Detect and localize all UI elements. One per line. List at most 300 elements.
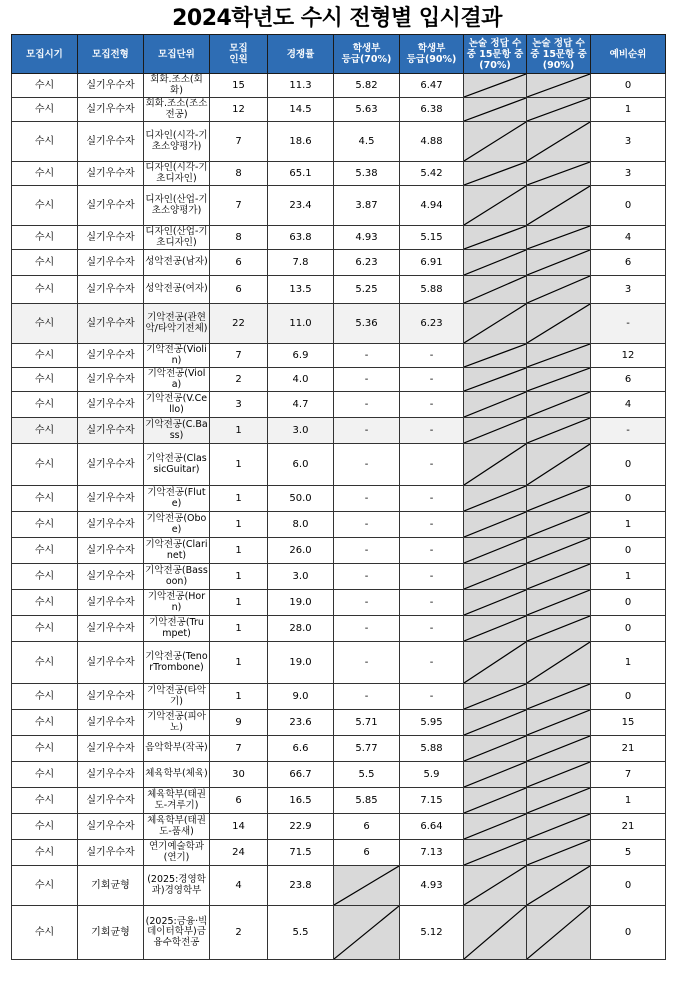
cell-waitlist-rank: 0: [591, 486, 666, 512]
cell-waitlist-rank: 1: [591, 642, 666, 684]
cell-quota: 8: [210, 226, 268, 250]
cell-period: 수시: [12, 304, 78, 344]
cell-admission-type: 실기우수자: [78, 538, 144, 564]
cell-admission-type: 실기우수자: [78, 368, 144, 392]
cell-waitlist-rank: 0: [591, 186, 666, 226]
cell-quota: 1: [210, 642, 268, 684]
cell-waitlist-rank: 4: [591, 226, 666, 250]
cell-essay70-na: [464, 486, 527, 512]
cell-unit: 기악전공(Clarinet): [144, 538, 210, 564]
cell-admission-type: 실기우수자: [78, 590, 144, 616]
cell-essay90-na: [527, 762, 591, 788]
cell-admission-type: 기회균형: [78, 866, 144, 906]
table-row: [12, 368, 666, 392]
cell-period: 수시: [12, 710, 78, 736]
cell-unit: 기악전공(Violin): [144, 344, 210, 368]
cell-unit: 기악전공(Horn): [144, 590, 210, 616]
cell-grade90: -: [400, 486, 464, 512]
cell-quota: 1: [210, 684, 268, 710]
cell-grade90: 4.94: [400, 186, 464, 226]
cell-quota: 1: [210, 418, 268, 444]
cell-essay90-na: [527, 250, 591, 276]
cell-admission-type: 기회균형: [78, 906, 144, 960]
cell-unit: 기악전공(Trumpet): [144, 616, 210, 642]
cell-competition-rate: 23.4: [268, 186, 334, 226]
cell-essay90-na: [527, 736, 591, 762]
cell-grade90: -: [400, 418, 464, 444]
cell-grade70: 6: [334, 840, 400, 866]
cell-essay70-na: [464, 512, 527, 538]
cell-unit: 디자인(시각-기초디자인): [145, 162, 208, 184]
cell-admission-type: 실기우수자: [78, 418, 144, 444]
cell-grade70: -: [334, 538, 400, 564]
cell-grade70: 3.87: [334, 186, 400, 226]
cell-competition-rate: 6.0: [268, 444, 334, 486]
cell-period: 수시: [12, 186, 78, 226]
cell-essay90-na: [527, 444, 591, 486]
cell-competition-rate: 5.5: [268, 906, 334, 960]
cell-period: 수시: [12, 788, 78, 814]
cell-grade70: -: [334, 564, 400, 590]
cell-quota: 30: [210, 762, 268, 788]
cell-essay90-na: [527, 186, 591, 226]
cell-grade70: 5.85: [334, 788, 400, 814]
cell-competition-rate: 28.0: [268, 616, 334, 642]
cell-unit: 연기예술학과(연기): [144, 840, 210, 866]
cell-competition-rate: 3.0: [268, 418, 334, 444]
cell-period: 수시: [12, 590, 78, 616]
cell-essay70-na: [464, 392, 527, 418]
cell-grade90: -: [400, 392, 464, 418]
cell-essay90-na: [527, 512, 591, 538]
cell-essay90-na: [527, 226, 591, 250]
page-title: 2024학년도 수시 전형별 입시결과: [172, 6, 502, 31]
cell-admission-type: 실기우수자: [78, 564, 144, 590]
cell-competition-rate: 63.8: [268, 226, 334, 250]
cell-grade90: -: [400, 616, 464, 642]
cell-quota: 2: [210, 906, 268, 960]
cell-period: 수시: [12, 344, 78, 368]
cell-grade70-na: [334, 906, 400, 960]
cell-grade90: 6.64: [400, 814, 464, 840]
cell-essay90-na: [527, 590, 591, 616]
cell-unit: 기악전공(V.Cello): [144, 392, 210, 418]
cell-grade90: 5.42: [400, 162, 464, 186]
cell-admission-type: 실기우수자: [78, 74, 144, 98]
cell-period: 수시: [12, 684, 78, 710]
cell-waitlist-rank: -: [591, 418, 666, 444]
cell-quota: 3: [210, 392, 268, 418]
cell-essay70-na: [464, 840, 527, 866]
cell-essay90-na: [527, 616, 591, 642]
cell-essay90-na: [527, 866, 591, 906]
table-row: [12, 226, 666, 250]
cell-competition-rate: 11.0: [268, 304, 334, 344]
cell-essay70-na: [464, 122, 527, 162]
column-header: 모집시기: [12, 35, 78, 74]
cell-waitlist-rank: 5: [591, 840, 666, 866]
cell-competition-rate: 14.5: [268, 98, 334, 122]
table-row: [12, 906, 666, 960]
cell-competition-rate: 6.6: [268, 736, 334, 762]
cell-competition-rate: 71.5: [268, 840, 334, 866]
cell-grade70-na: [334, 866, 400, 906]
cell-essay70-na: [464, 186, 527, 226]
cell-period: 수시: [12, 392, 78, 418]
cell-essay90-na: [527, 392, 591, 418]
cell-essay90-na: [527, 642, 591, 684]
cell-period: 수시: [12, 538, 78, 564]
column-header: 학생부 등급(70%): [334, 35, 400, 74]
cell-unit: 회화.조소(회화): [144, 74, 210, 98]
cell-period: 수시: [12, 814, 78, 840]
cell-competition-rate: 13.5: [268, 276, 334, 304]
table-row: [12, 590, 666, 616]
cell-period: 수시: [12, 74, 78, 98]
cell-essay90-na: [527, 684, 591, 710]
cell-admission-type: 실기우수자: [78, 162, 144, 186]
cell-competition-rate: 6.9: [268, 344, 334, 368]
cell-waitlist-rank: 3: [591, 122, 666, 162]
cell-essay70-na: [464, 642, 527, 684]
cell-grade70: 5.63: [334, 98, 400, 122]
cell-grade70: 5.82: [334, 74, 400, 98]
cell-competition-rate: 3.0: [268, 564, 334, 590]
cell-admission-type: 실기우수자: [78, 684, 144, 710]
cell-essay90-na: [527, 122, 591, 162]
cell-unit: 디자인(산업-기초디자인): [145, 226, 208, 248]
cell-grade90: 5.88: [400, 736, 464, 762]
cell-competition-rate: 4.7: [268, 392, 334, 418]
cell-essay90-na: [527, 710, 591, 736]
cell-admission-type: 실기우수자: [78, 486, 144, 512]
cell-unit: (2025:경영학과)경영학부: [144, 866, 210, 906]
cell-quota: 14: [210, 814, 268, 840]
column-header: 논술 정답 수 중 15문항 중 (90%): [527, 35, 591, 74]
table-row: [12, 616, 666, 642]
cell-quota: 9: [210, 710, 268, 736]
cell-period: 수시: [12, 762, 78, 788]
cell-waitlist-rank: 4: [591, 392, 666, 418]
cell-waitlist-rank: 3: [591, 276, 666, 304]
cell-grade70: -: [334, 392, 400, 418]
cell-unit: 체육학부(체육): [144, 762, 210, 788]
cell-period: 수시: [12, 276, 78, 304]
cell-period: 수시: [12, 906, 78, 960]
cell-essay70-na: [464, 74, 527, 98]
cell-admission-type: 실기우수자: [78, 736, 144, 762]
cell-quota: 7: [210, 736, 268, 762]
table-row: [12, 564, 666, 590]
cell-grade70: 5.71: [334, 710, 400, 736]
cell-admission-type: 실기우수자: [78, 344, 144, 368]
cell-competition-rate: 23.6: [268, 710, 334, 736]
cell-competition-rate: 22.9: [268, 814, 334, 840]
cell-essay70-na: [464, 250, 527, 276]
results-table: [11, 34, 666, 960]
table-header: [12, 35, 666, 74]
cell-grade70: 5.38: [334, 162, 400, 186]
column-header: 모집 인원: [210, 35, 268, 74]
cell-admission-type: 실기우수자: [78, 98, 144, 122]
cell-grade70: 6.23: [334, 250, 400, 276]
table-row: [12, 250, 666, 276]
cell-waitlist-rank: 0: [591, 906, 666, 960]
cell-admission-type: 실기우수자: [78, 276, 144, 304]
cell-competition-rate: 18.6: [268, 122, 334, 162]
cell-admission-type: 실기우수자: [78, 250, 144, 276]
cell-unit: 기악전공(타악기): [144, 684, 210, 710]
cell-essay70-na: [464, 98, 527, 122]
cell-essay90-na: [527, 74, 591, 98]
cell-grade70: 5.25: [334, 276, 400, 304]
cell-waitlist-rank: 0: [591, 74, 666, 98]
cell-grade90: -: [400, 684, 464, 710]
cell-grade70: 5.77: [334, 736, 400, 762]
table-row: [12, 840, 666, 866]
cell-admission-type: 실기우수자: [78, 814, 144, 840]
cell-period: 수시: [12, 486, 78, 512]
cell-unit: 회화.조소(조소전공): [144, 98, 210, 122]
cell-essay70-na: [464, 304, 527, 344]
table-body: [12, 74, 666, 960]
cell-period: 수시: [12, 162, 78, 186]
cell-unit: 기악전공(Bassoon): [144, 564, 210, 590]
cell-essay90-na: [527, 906, 591, 960]
cell-unit: 기악전공(Viola): [144, 368, 210, 392]
cell-grade70: 4.5: [334, 122, 400, 162]
cell-grade70: -: [334, 486, 400, 512]
cell-quota: 7: [210, 122, 268, 162]
cell-period: 수시: [12, 512, 78, 538]
cell-admission-type: 실기우수자: [78, 304, 144, 344]
cell-waitlist-rank: 21: [591, 814, 666, 840]
cell-grade90: 5.12: [400, 906, 464, 960]
column-header: 경쟁률: [268, 35, 334, 74]
cell-waitlist-rank: 12: [591, 344, 666, 368]
cell-waitlist-rank: 1: [591, 788, 666, 814]
cell-admission-type: 실기우수자: [78, 226, 144, 250]
cell-essay70-na: [464, 344, 527, 368]
cell-essay70-na: [464, 788, 527, 814]
cell-unit: 기악전공(TenorTrombone): [144, 642, 210, 684]
cell-waitlist-rank: 1: [591, 564, 666, 590]
cell-admission-type: 실기우수자: [78, 710, 144, 736]
cell-quota: 24: [210, 840, 268, 866]
cell-period: 수시: [12, 840, 78, 866]
cell-admission-type: 실기우수자: [78, 788, 144, 814]
cell-quota: 1: [210, 512, 268, 538]
cell-essay90-na: [527, 840, 591, 866]
cell-competition-rate: 19.0: [268, 590, 334, 616]
table-row: [12, 866, 666, 906]
cell-grade70: 6: [334, 814, 400, 840]
cell-waitlist-rank: 3: [591, 162, 666, 186]
table-row: [12, 344, 666, 368]
cell-grade70: -: [334, 368, 400, 392]
cell-quota: 1: [210, 444, 268, 486]
cell-essay90-na: [527, 814, 591, 840]
cell-unit: 기악전공(ClassicGuitar): [144, 444, 210, 486]
table-row: [12, 74, 666, 98]
cell-grade70: -: [334, 590, 400, 616]
cell-competition-rate: 23.8: [268, 866, 334, 906]
cell-period: 수시: [12, 866, 78, 906]
cell-waitlist-rank: 0: [591, 684, 666, 710]
cell-essay70-na: [464, 762, 527, 788]
cell-admission-type: 실기우수자: [78, 512, 144, 538]
table-row: [12, 814, 666, 840]
cell-grade70: -: [334, 418, 400, 444]
cell-admission-type: 실기우수자: [78, 186, 144, 226]
cell-essay70-na: [464, 590, 527, 616]
cell-waitlist-rank: 6: [591, 368, 666, 392]
cell-competition-rate: 65.1: [268, 162, 334, 186]
cell-unit: 성악전공(남자): [144, 250, 210, 276]
cell-grade70: -: [334, 444, 400, 486]
cell-unit: 음악학부(작곡): [144, 736, 210, 762]
cell-competition-rate: 8.0: [268, 512, 334, 538]
cell-grade90: -: [400, 344, 464, 368]
cell-unit: 기악전공(Flute): [144, 486, 210, 512]
cell-essay70-na: [464, 906, 527, 960]
cell-quota: 22: [210, 304, 268, 344]
cell-essay70-na: [464, 736, 527, 762]
cell-competition-rate: 66.7: [268, 762, 334, 788]
cell-grade70: 5.5: [334, 762, 400, 788]
cell-essay70-na: [464, 814, 527, 840]
cell-grade70: 5.36: [334, 304, 400, 344]
cell-essay70-na: [464, 368, 527, 392]
cell-competition-rate: 7.8: [268, 250, 334, 276]
cell-period: 수시: [12, 98, 78, 122]
cell-quota: 1: [210, 590, 268, 616]
cell-unit: 디자인(시각-기초소양평가): [144, 122, 210, 162]
cell-quota: 8: [210, 162, 268, 186]
cell-grade90: 7.15: [400, 788, 464, 814]
cell-period: 수시: [12, 444, 78, 486]
column-header: 모집단위: [144, 35, 210, 74]
cell-period: 수시: [12, 418, 78, 444]
cell-essay70-na: [464, 444, 527, 486]
cell-grade90: -: [400, 590, 464, 616]
cell-essay90-na: [527, 98, 591, 122]
table-row: [12, 642, 666, 684]
cell-essay90-na: [527, 344, 591, 368]
cell-quota: 15: [210, 74, 268, 98]
cell-essay90-na: [527, 788, 591, 814]
cell-waitlist-rank: 6: [591, 250, 666, 276]
cell-waitlist-rank: 0: [591, 866, 666, 906]
cell-grade90: 5.15: [400, 226, 464, 250]
cell-essay90-na: [527, 486, 591, 512]
cell-essay70-na: [464, 564, 527, 590]
cell-grade90: -: [400, 538, 464, 564]
cell-unit: 기악전공(관현악/타악기전체): [144, 304, 210, 344]
cell-unit: 성악전공(여자): [144, 276, 210, 304]
table-row: [12, 710, 666, 736]
cell-essay70-na: [464, 276, 527, 304]
cell-waitlist-rank: 0: [591, 538, 666, 564]
cell-waitlist-rank: 1: [591, 98, 666, 122]
column-header: 모집전형: [78, 35, 144, 74]
table-row: [12, 122, 666, 162]
cell-period: 수시: [12, 226, 78, 250]
cell-quota: 1: [210, 564, 268, 590]
table-row: [12, 444, 666, 486]
cell-waitlist-rank: 1: [591, 512, 666, 538]
cell-essay70-na: [464, 866, 527, 906]
cell-grade90: 7.13: [400, 840, 464, 866]
cell-essay70-na: [464, 162, 527, 186]
cell-quota: 2: [210, 368, 268, 392]
cell-waitlist-rank: 15: [591, 710, 666, 736]
cell-grade90: 6.23: [400, 304, 464, 344]
column-header: 논술 정답 수 중 15문항 중 (70%): [464, 35, 527, 74]
table-row: [12, 736, 666, 762]
cell-grade70: -: [334, 616, 400, 642]
cell-grade90: 6.38: [400, 98, 464, 122]
cell-essay70-na: [464, 538, 527, 564]
cell-period: 수시: [12, 564, 78, 590]
column-header: 학생부 등급(90%): [400, 35, 464, 74]
cell-quota: 1: [210, 486, 268, 512]
cell-unit: 기악전공(Oboe): [144, 512, 210, 538]
cell-quota: 6: [210, 276, 268, 304]
cell-admission-type: 실기우수자: [78, 392, 144, 418]
cell-waitlist-rank: 21: [591, 736, 666, 762]
table-row: [12, 418, 666, 444]
cell-waitlist-rank: 0: [591, 590, 666, 616]
cell-waitlist-rank: 0: [591, 444, 666, 486]
cell-period: 수시: [12, 736, 78, 762]
cell-competition-rate: 4.0: [268, 368, 334, 392]
cell-grade70: -: [334, 642, 400, 684]
table-row: [12, 788, 666, 814]
cell-grade70: 4.93: [334, 226, 400, 250]
cell-period: 수시: [12, 250, 78, 276]
table-row: [12, 304, 666, 344]
cell-admission-type: 실기우수자: [78, 642, 144, 684]
cell-unit: 기악전공(C.Bass): [144, 418, 210, 444]
cell-essay70-na: [464, 710, 527, 736]
cell-essay70-na: [464, 418, 527, 444]
cell-quota: 1: [210, 616, 268, 642]
cell-grade90: 6.91: [400, 250, 464, 276]
cell-unit: 기악전공(피아노): [144, 710, 210, 736]
cell-grade90: 4.93: [400, 866, 464, 906]
table-row: [12, 762, 666, 788]
cell-grade70: -: [334, 684, 400, 710]
cell-admission-type: 실기우수자: [78, 444, 144, 486]
cell-essay90-na: [527, 368, 591, 392]
cell-grade90: -: [400, 368, 464, 392]
cell-grade90: 4.88: [400, 122, 464, 162]
table-row: [12, 162, 666, 186]
cell-grade90: -: [400, 512, 464, 538]
column-header: 예비순위: [591, 35, 666, 74]
cell-competition-rate: 50.0: [268, 486, 334, 512]
table-row: [12, 98, 666, 122]
table-row: [12, 486, 666, 512]
cell-unit: 디자인(산업-기초소양평가): [144, 186, 210, 226]
table-row: [12, 538, 666, 564]
cell-quota: 6: [210, 788, 268, 814]
cell-competition-rate: 9.0: [268, 684, 334, 710]
table-row: [12, 392, 666, 418]
cell-essay90-na: [527, 418, 591, 444]
cell-grade90: -: [400, 642, 464, 684]
